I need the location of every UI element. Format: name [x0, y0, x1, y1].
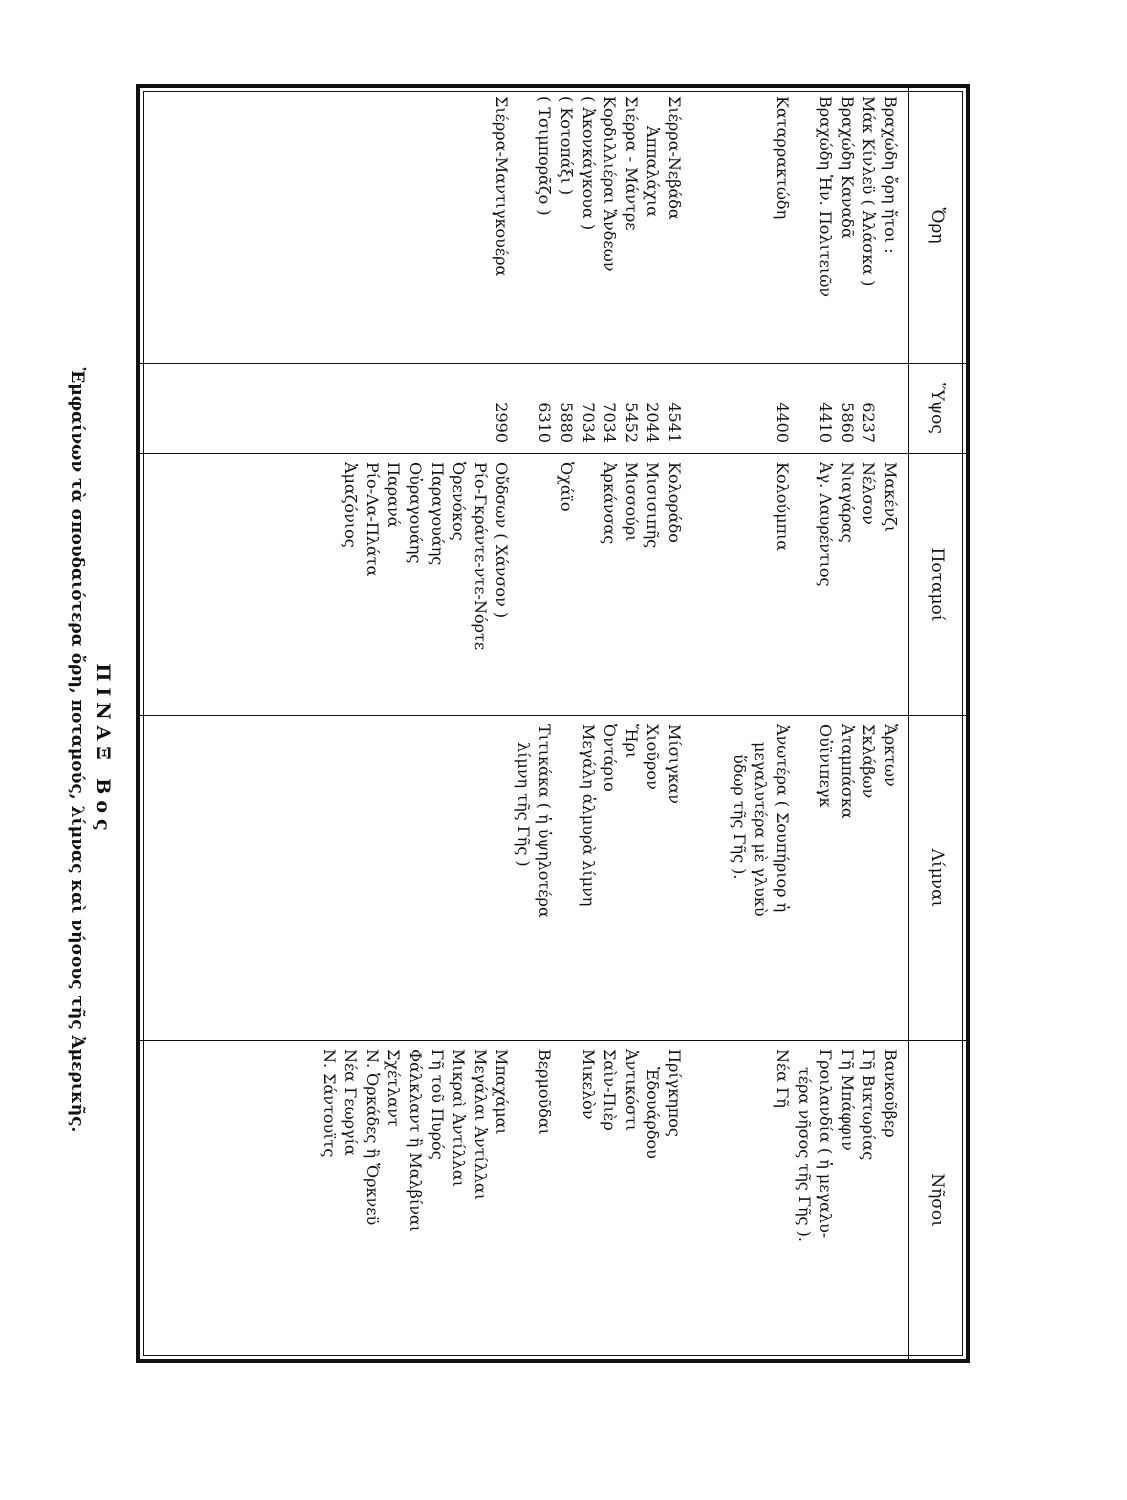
- rivers-column: [140, 453, 966, 715]
- table-title: ΠΙΝΑΞ Βος: [92, 663, 114, 837]
- mountains-entry: ( Τσιμπορᾶζο ): [535, 96, 555, 216]
- rivers-entry: [750, 454, 772, 715]
- rivers-entry: [793, 454, 815, 715]
- rivers-entry: Παραγουάης: [427, 462, 447, 566]
- islands-entry: Γῆ Βικτωρίας: [859, 1049, 879, 1161]
- lakes-entry: λίμνη τῆς Γῆς ): [513, 742, 533, 867]
- mountains-entry: Σιέρρα - Μάντρε: [621, 96, 641, 231]
- heights-entry: [750, 364, 772, 453]
- mountains-header: Ὄρη: [908, 88, 966, 363]
- mountains-entry: Καταρρακτώδη: [773, 96, 793, 220]
- islands-column: [140, 1040, 966, 1359]
- mountains-entry: [685, 88, 707, 363]
- lakes-entry: Σκλάβων: [859, 724, 879, 799]
- rivers-entry: Παρανά: [384, 462, 404, 528]
- islands-entry: τέρα νῆσος τῆς Γῆς ).: [794, 1067, 814, 1242]
- islands-entry: Γῆ τοῦ Πυρός: [427, 1049, 447, 1160]
- lakes-entry: Ὀντάριο: [600, 724, 620, 792]
- height-column: [140, 363, 966, 453]
- islands-entry: Ν. Ὀρκάδες ἢ Ὄρκνεϋ: [362, 1049, 382, 1226]
- heights-entry: 4541: [665, 402, 685, 443]
- islands-entry: [556, 1041, 578, 1359]
- heights-entry: 2990: [492, 402, 512, 443]
- islands-entry: [750, 1041, 772, 1359]
- heights-entry: 7034: [578, 402, 598, 443]
- lakes-entry: Χιοῦρον: [643, 724, 663, 790]
- islands-entry: Νέα Γεωργία: [341, 1049, 361, 1156]
- islands-entry: Ἀντικόστι: [621, 1049, 641, 1132]
- lakes-entry: Μεγάλη ἁλμυρὰ λίμνη: [578, 724, 598, 907]
- rivers-list: [340, 454, 901, 715]
- mountains-column: [140, 88, 966, 363]
- islands-entry: Μικραὶ Ἀντίλλαι: [449, 1049, 469, 1187]
- rivers-entry: Μισισιπῆς: [643, 462, 663, 549]
- rivers-entry: [707, 454, 729, 715]
- rivers-header: Ποταμοί: [908, 454, 966, 715]
- rivers-entry: Μακένζι: [881, 462, 900, 533]
- lakes-entry: Ἀταμπάσκα: [837, 724, 857, 819]
- lakes-header: Λίμναι: [908, 716, 966, 1040]
- rivers-entry: [577, 454, 599, 715]
- islands-entry: [512, 1041, 534, 1359]
- rivers-entry: Κολούμπια: [773, 462, 793, 552]
- heights-entry: 6237: [859, 402, 879, 443]
- mountains-list: [491, 88, 901, 363]
- rivers-entry: [534, 454, 556, 715]
- mountains-entry: Κορδιλλιέραι Ἄνδεων: [600, 96, 620, 272]
- lakes-entry: Ἄρκτων: [881, 724, 900, 787]
- lakes-entry: [556, 716, 578, 1040]
- mountains-entry: [793, 88, 815, 363]
- mountains-entry: ( Ἀκονκάγκουα ): [578, 96, 598, 231]
- table-subtitle: Ἐμφαίνων τὰ σπουδαιότερα ὄρη, ποταμούς, λίμνας καὶ νήσους τῆς Ἀμερικῆς.: [67, 367, 87, 1133]
- rivers-entry: Ἀρκάνσας: [600, 462, 620, 545]
- rivers-entry: [512, 454, 534, 715]
- heights-entry: 5860: [837, 402, 857, 443]
- islands-entry: Γροιλανδία ( ἡ μεγαλυ-: [816, 1049, 836, 1239]
- lakes-entry: [793, 716, 815, 1040]
- mountains-entry: Σιέρρα-Νεβάδα: [665, 96, 685, 220]
- mountains-entry: Βραχώδη Καναδᾶ: [837, 96, 857, 239]
- height-header: Ὕψος: [908, 364, 966, 453]
- height-list: [491, 364, 901, 453]
- lakes-entry: Ἀνωτέρα ( Σουπήριορ ἡ: [773, 724, 793, 913]
- heights-entry: 5880: [557, 402, 577, 443]
- mountains-entry: Ἀππαλάχια: [643, 126, 663, 218]
- rivers-entry: Μισσούρι: [621, 462, 641, 542]
- islands-entry: Μικελὸν: [578, 1049, 598, 1120]
- lakes-list: [512, 716, 901, 1040]
- lakes-entry: [685, 716, 707, 1040]
- rivers-entry: Ὀχάϊο: [557, 462, 577, 512]
- islands-entry: Νέα Γῆ: [773, 1049, 793, 1108]
- islands-entry: Ν. Σάντουϊτς: [319, 1049, 339, 1158]
- lakes-entry: μεγαλυτέρα μὲ γλυκὺ: [751, 742, 771, 917]
- islands-entry: Φάλκλαντ ἢ Μαλβίναι: [405, 1049, 425, 1232]
- rivers-entry: Ρίο-Γκράντε-ντε-Νόρτε: [470, 462, 490, 651]
- islands-entry: Ἐδουάρδου: [643, 1067, 663, 1159]
- mountains-entry: Βραχώδη ὄρη ἤτοι :: [881, 96, 900, 254]
- heights-entry: 4410: [816, 402, 836, 443]
- rivers-entry: Ἀμαζόνιος: [341, 462, 361, 548]
- rivers-entry: Ρίο-Λα-Πλάτα: [362, 462, 382, 577]
- mountains-entry: [750, 88, 772, 363]
- heights-entry: 2044: [643, 402, 663, 443]
- heights-entry: 7034: [600, 402, 620, 443]
- heights-entry: [707, 364, 729, 453]
- rivers-entry: [685, 454, 707, 715]
- lakes-entry: Τιτικάκα ( ἡ ὑψηλοτέρα: [535, 724, 555, 918]
- islands-entry: Μπαχάμαι: [492, 1049, 512, 1135]
- heights-entry: [685, 364, 707, 453]
- islands-entry: Σαὶν-Πιὲρ: [600, 1049, 620, 1131]
- rivers-entry: Ἁγ. Λαυρέντιος: [816, 462, 836, 587]
- rivers-entry: Νέλσον: [859, 462, 879, 525]
- heights-entry: 6310: [535, 402, 555, 443]
- islands-entry: Μεγάλαι Ἀντίλλαι: [470, 1049, 490, 1201]
- islands-entry: Βερμοῦδαι: [535, 1049, 555, 1135]
- lakes-column: [140, 715, 966, 1040]
- heights-entry: 5452: [621, 402, 641, 443]
- heights-entry: [879, 364, 901, 453]
- islands-entry: Πρίγκηπος: [665, 1049, 685, 1137]
- mountains-entry: ( Κοτοπάξι ): [557, 96, 577, 196]
- mountains-entry: Μάκ Κίνλεϋ ( Ἀλάσκα ): [859, 96, 879, 287]
- mountains-entry: Βραχώδη Ἡν. Πολιτειῶν: [816, 96, 836, 297]
- heights-entry: [793, 364, 815, 453]
- islands-list: [318, 1041, 901, 1359]
- islands-entry: [707, 1041, 729, 1359]
- rivers-entry: Νιαγάρας: [837, 462, 857, 543]
- mountains-entry: [707, 88, 729, 363]
- rivers-entry: Ὀρενόκος: [449, 462, 469, 541]
- rivers-entry: [728, 454, 750, 715]
- heights-entry: 4400: [773, 402, 793, 443]
- lakes-entry: Μίσιγκαν: [665, 724, 685, 804]
- islands-entry: Βανκοῦβερ: [881, 1049, 900, 1138]
- lakes-entry: Οὐϊνιπεγκ: [816, 724, 836, 808]
- heights-entry: [728, 364, 750, 453]
- lakes-entry: [707, 716, 729, 1040]
- islands-entry: Σχέτλαντ: [384, 1049, 404, 1127]
- islands-entry: [728, 1041, 750, 1359]
- rivers-entry: Κολοράδο: [665, 462, 685, 543]
- mountains-entry: Σιέρρα-Μαντιγκουέρα: [492, 96, 512, 277]
- islands-entry: Γῆ Μπάφφιν: [837, 1049, 857, 1151]
- rivers-entry: Οὔδσων ( Χάνσον ): [492, 462, 512, 619]
- lakes-entry: Ἤρι: [621, 724, 641, 759]
- islands-entry: [685, 1041, 707, 1359]
- mountains-entry: [728, 88, 750, 363]
- rivers-entry: Οὐραγουάης: [405, 462, 425, 564]
- heights-entry: [512, 364, 534, 453]
- mountains-entry: [512, 88, 534, 363]
- table-frame: [136, 84, 970, 1363]
- islands-header: Νῆσοι: [908, 1041, 966, 1359]
- lakes-entry: ὕδωρ τῆς Γῆς ).: [729, 754, 749, 880]
